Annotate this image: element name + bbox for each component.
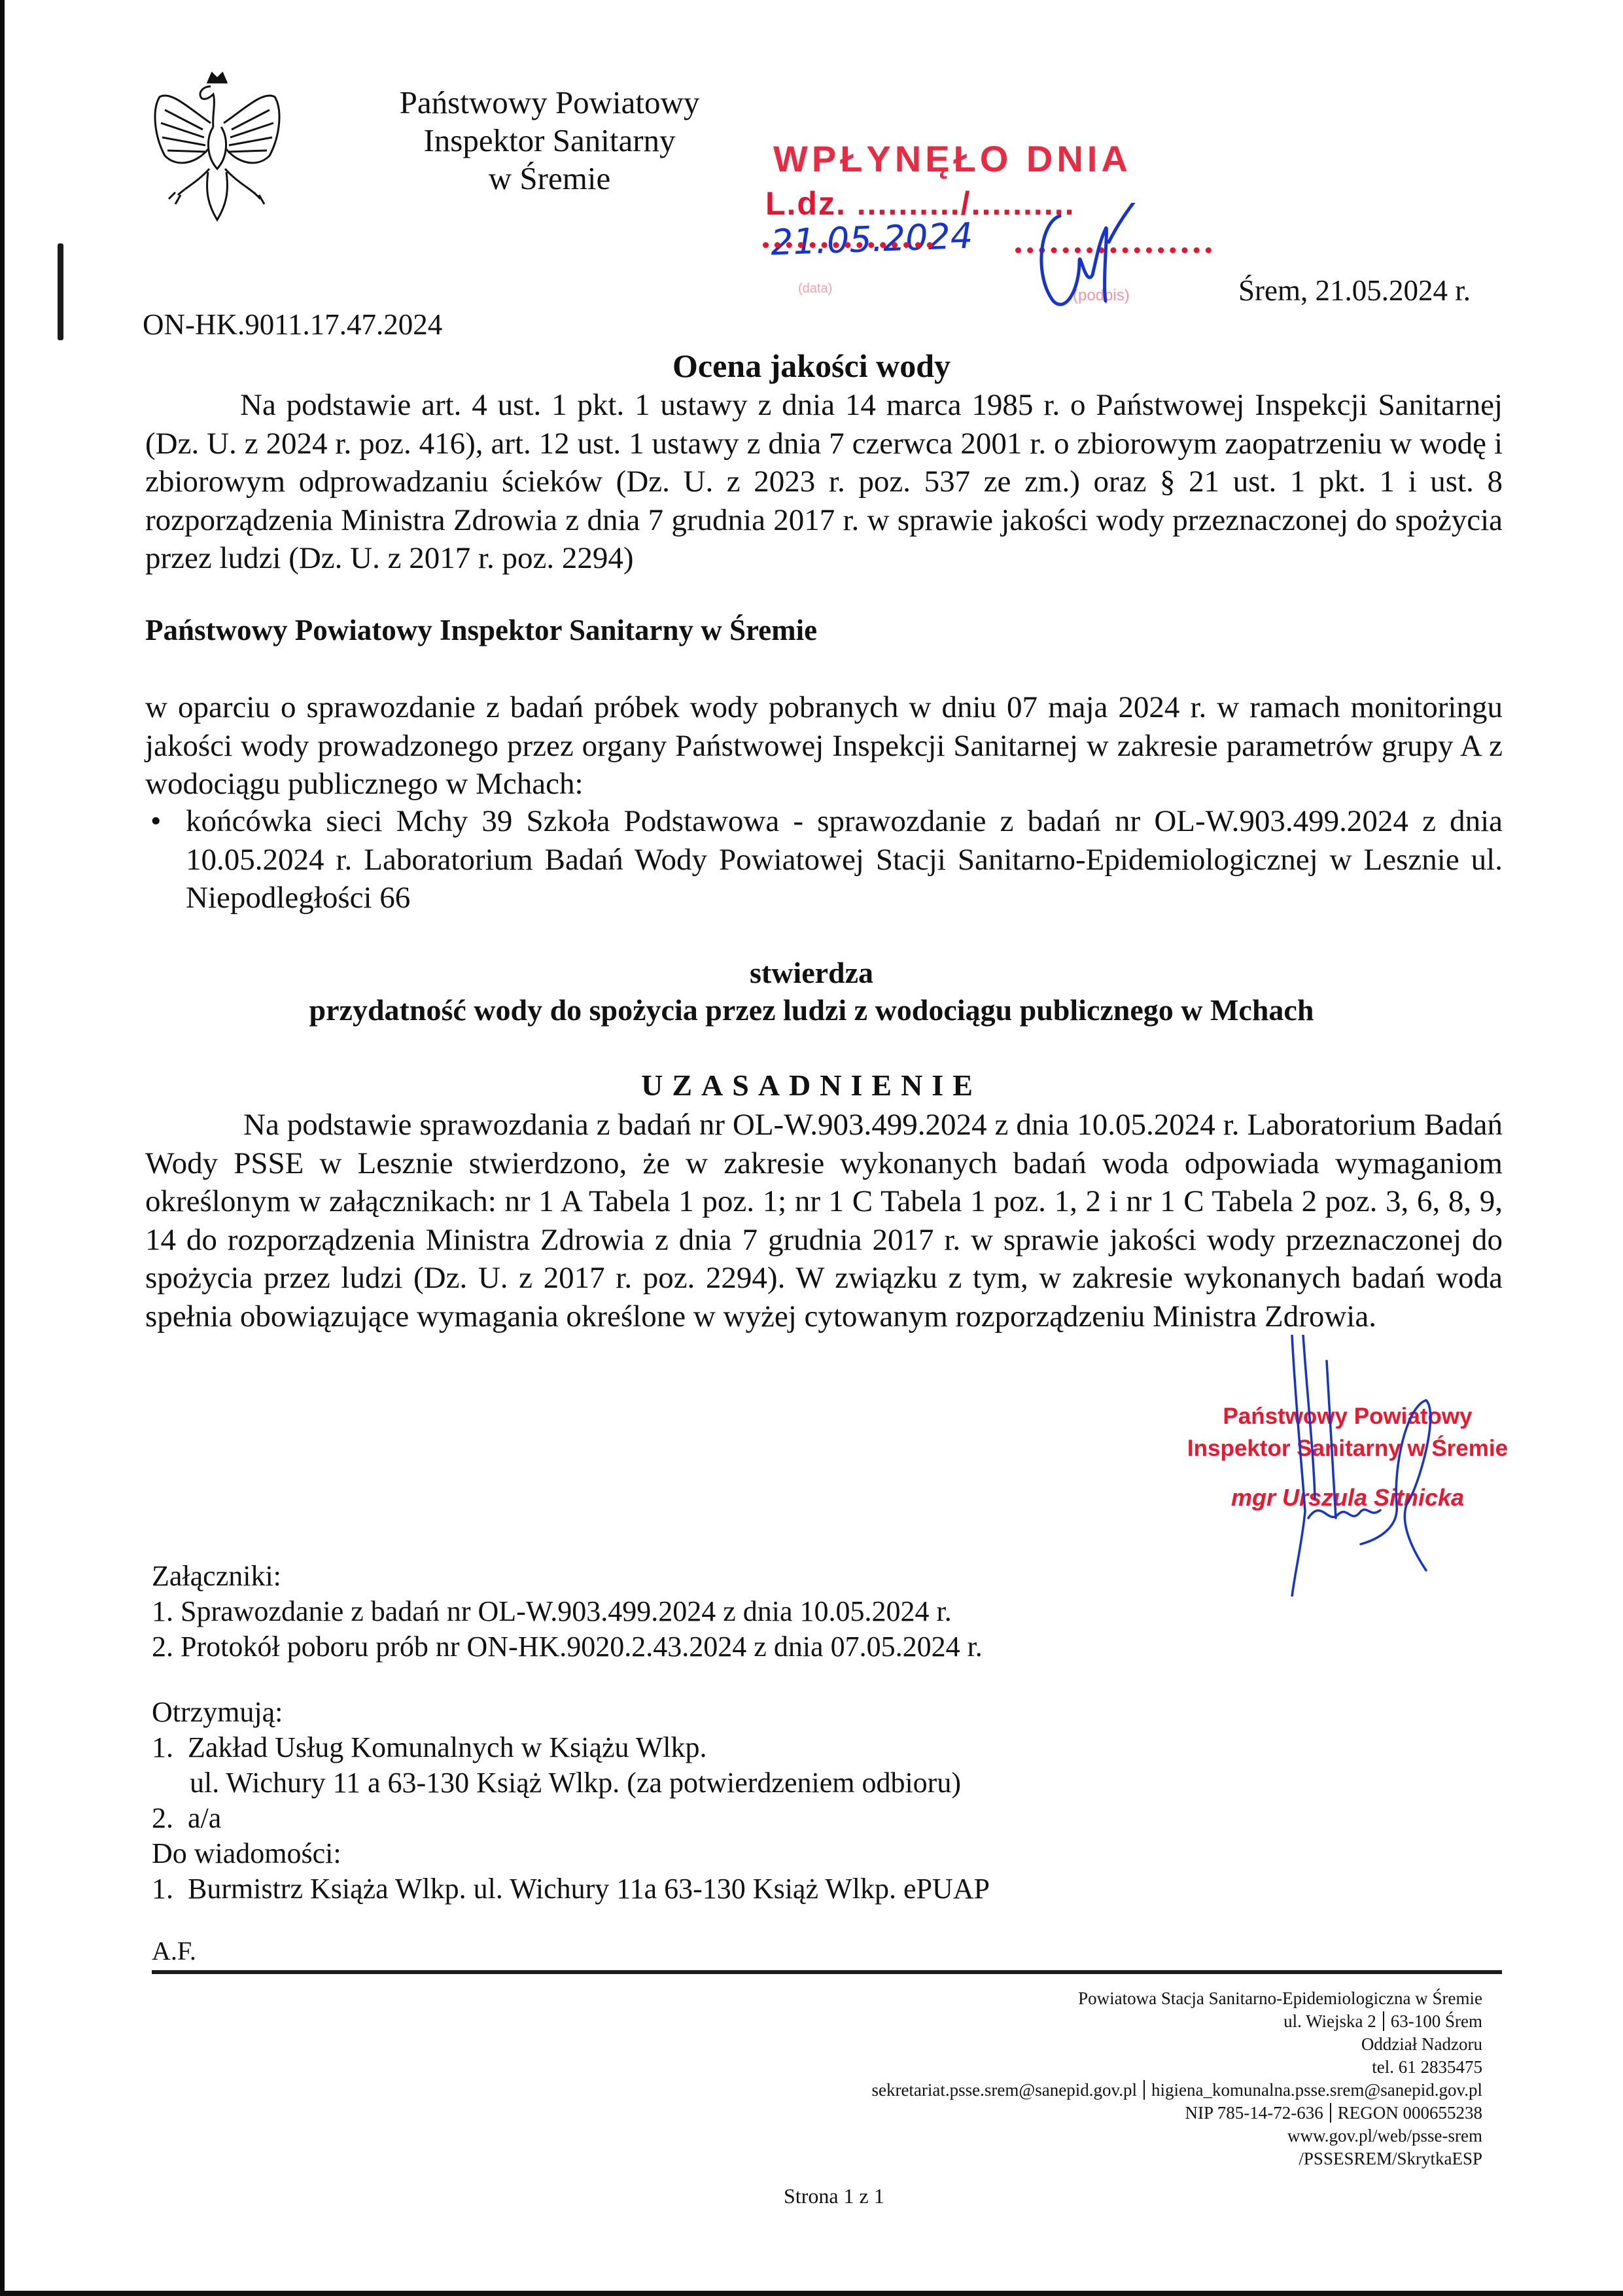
bullet-icon: •	[150, 804, 162, 838]
handwritten-date: 21.05.2024	[769, 215, 974, 264]
recipient-item	[152, 1730, 990, 1765]
author-initials: A.F.	[152, 1936, 196, 1966]
sample-point-text: końcówka sieci Mchy 39 Szkoła Podstawowa - sprawozdanie z badań nr OL-W.903.499.2024 z dnia 10.05.2024 r. Laboratorium Badań Wody Powiatowej Stacji Sanitarno-Epidemiologicznej w Lesznie ul. Niepodległości 66	[186, 804, 1503, 915]
footer-department: Oddział Nadzoru	[1361, 2034, 1482, 2054]
footer-website[interactable]: www.gov.pl/web/psse-srem	[1287, 2126, 1482, 2146]
handwritten-signature-icon	[1230, 1335, 1478, 1597]
authority-line: Inspektor Sanitarny	[423, 122, 676, 158]
recipients-heading: Otrzymują:	[152, 1696, 283, 1728]
footer-emails	[871, 2079, 1482, 2102]
polish-eagle-emblem-icon	[145, 64, 289, 224]
attachments-section	[152, 1559, 983, 1665]
finding-statement: przydatność wody do spożycia przez ludzi z wodociągu publicznego w Mchach	[309, 993, 1314, 1027]
footer-email-hygiene[interactable]: higiena_komunalna.psse.srem@sanepid.gov.pl	[1151, 2080, 1482, 2100]
recipient-number: 1.	[152, 1731, 173, 1763]
issuing-authority	[366, 84, 733, 198]
footer-epuap: /PSSESREM/SkrytkaESP	[1299, 2149, 1482, 2168]
signature-stamp-line: Państwowy Powiatowy	[1223, 1404, 1473, 1429]
footer-phone: tel. 61 2835475	[1372, 2057, 1482, 2077]
separator	[1143, 2080, 1145, 2100]
recipient-item	[152, 1801, 990, 1836]
footer-institution: Powiatowa Stacja Sanitarno-Epidemiologiczna w Śremie	[1078, 1988, 1482, 2008]
stamp-date-dots	[763, 242, 933, 248]
signature-stamp-line: Inspektor Sanitarny w Śremie	[1187, 1436, 1509, 1461]
footer-divider	[152, 1970, 1502, 1974]
cc-number: 1.	[152, 1873, 173, 1905]
scan-edge-left	[0, 0, 5, 2296]
footer-tax-ids	[871, 2102, 1482, 2125]
basis-paragraph: w oparciu o sprawozdanie z badań próbek wody pobranych w dniu 07 maja 2024 r. w ramach monitoringu jakości wody prowadzonego przez organy Państwowej Inspekcji Sanitarnej w zakresie parametrów grupy A z wodociągu publicznego w Mchach:	[145, 690, 1503, 801]
stamp-label-date: (data)	[798, 281, 833, 296]
authority-line: w Śremie	[488, 160, 611, 196]
authority-heading: Państwowy Powiatowy Inspektor Sanitarny w Śremie	[145, 614, 818, 646]
attachments-heading: Załączniki:	[152, 1560, 281, 1592]
legal-basis-paragraph: Na podstawie art. 4 ust. 1 pkt. 1 ustawy z dnia 14 marca 1985 r. o Państwowej Inspekcji Sanitarnej (Dz. U. z 2024 r. poz. 416), art. 12 ust. 1 ustawy z dnia 7 czerwca 2001 r. o zbiorowym zaopatrzeniu w wodę i zbiorowym odprowadzaniu ścieków (Dz. U. z 2023 r. poz. 537 ze zm.) oraz § 21 ust. 1 pkt. 1 i ust. 8 rozporządzenia Ministra Zdrowia z dnia 7 grudnia 2017 r. w sprawie jakości wody przeznaczonej do spożycia przez ludzi (Dz. U. z 2017 r. poz. 2294)	[145, 388, 1503, 575]
attachment-item: 2. Protokół poboru prób nr ON-HK.9020.2.43.2024 z dnia 07.05.2024 r.	[152, 1631, 983, 1663]
place-and-date: Śrem, 21.05.2024 r.	[1238, 274, 1471, 307]
recipient-name: a/a	[188, 1802, 222, 1834]
scan-edge-bottom	[0, 2291, 1623, 2296]
recipient-name: Zakład Usług Komunalnych w Książu Wlkp.	[188, 1731, 707, 1763]
document-title: Ocena jakości wody	[672, 347, 951, 384]
stamp-ldz-line: L.dz. ........../..........	[765, 185, 1075, 222]
footer-postal: 63-100 Śrem	[1390, 2011, 1482, 2031]
footer-email-secretariat[interactable]: sekretariat.psse.srem@sanepid.gov.pl	[871, 2080, 1137, 2100]
recipient-number: 2.	[152, 1802, 173, 1834]
finding-verb: stwierdza	[749, 956, 874, 989]
stamp-title: WPŁYNĘŁO DNIA	[773, 138, 1132, 179]
footer-street: ul. Wiejska 2	[1283, 2011, 1376, 2031]
institution-footer	[871, 1987, 1482, 2170]
handwritten-initials-icon	[1014, 203, 1145, 321]
footer-nip: NIP 785-14-72-636	[1185, 2103, 1323, 2123]
page-indicator: Strona 1 z 1	[784, 2184, 884, 2208]
recipients-section	[152, 1695, 990, 1907]
footer-regon: REGON 000655238	[1337, 2103, 1482, 2123]
reference-number: ON-HK.9011.17.47.2024	[143, 308, 443, 341]
justification-paragraph: Na podstawie sprawozdania z badań nr OL-W.903.499.2024 z dnia 10.05.2024 r. Laboratorium Badań Wody PSSE w Lesznie stwierdzono, że w zakresie wykonanych badań woda odpowiada wymaganiom określonym w załącznikach: nr 1 A Tabela 1 poz. 1; nr 1 C Tabela 1 poz. 1, 2 i nr 1 C Tabela 2 poz. 3, 6, 8, 9, 14 do rozporządzenia Ministra Zdrowia z dnia 7 grudnia 2017 r. w sprawie jakości wody przeznaczonej do spożycia przez ludzi (Dz. U. z 2017 r. poz. 2294). W związku z tym, w zakresie wykonanych badań woda spełnia obowiązujące wymagania określone w wyżej cytowanym rozporządzeniu Ministra Zdrowia.	[145, 1108, 1503, 1333]
cc-name: Burmistrz Książa Wlkp. ul. Wichury 11a 63-130 Książ Wlkp. ePUAP	[188, 1873, 990, 1905]
sample-point-item	[145, 802, 1503, 917]
cc-heading: Do wiadomości:	[152, 1837, 341, 1869]
cc-item	[152, 1871, 990, 1907]
footer-address	[871, 2010, 1482, 2033]
signatory-name: mgr Urszula Sitnicka	[1230, 1484, 1465, 1511]
justification-heading: UZASADNIENIE	[641, 1069, 982, 1102]
authority-line: Państwowy Powiatowy	[399, 84, 700, 120]
separator	[1330, 2103, 1331, 2123]
recipient-address: ul. Wichury 11 a 63-130 Książ Wlkp. (za potwierdzeniem odbioru)	[190, 1767, 961, 1799]
separator	[1383, 2011, 1384, 2031]
attachment-item: 1. Sprawozdanie z badań nr OL-W.903.499.2024 z dnia 10.05.2024 r.	[152, 1595, 952, 1627]
receipt-stamp	[759, 137, 1217, 314]
stamp-label-signature: (podpis)	[1073, 287, 1130, 304]
margin-mark	[58, 243, 63, 340]
